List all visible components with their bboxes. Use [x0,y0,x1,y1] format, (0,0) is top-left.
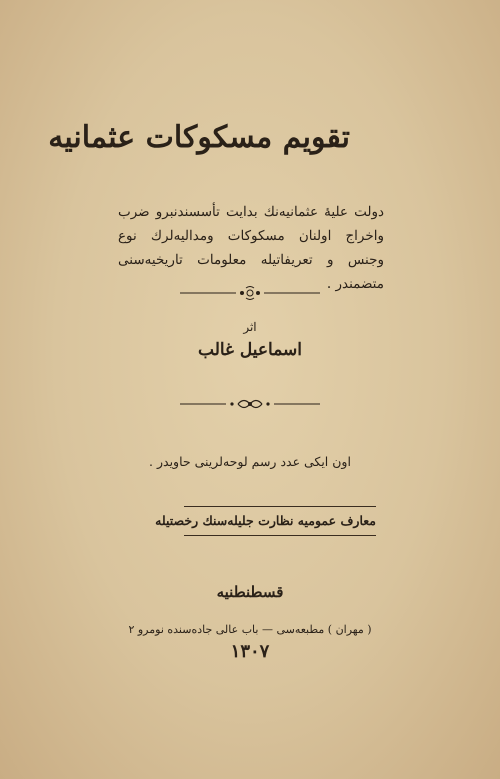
ministry-permission: معارف عمومیه نظارت جلیله‌سنك رخصتیله [155,513,376,528]
ornament-divider-bottom-icon [180,396,320,412]
author-name: اسماعیل غالب [198,340,302,360]
publication-year: ١٣٠٧ [230,641,270,662]
publication-city: قسطنطنیه [216,583,284,601]
book-title: تقویم مسکوکات عثمانیه [48,120,350,155]
press-address: ( مهران ) مطبعه‌سی — باب عالی جاده‌سنده نومرو ٢ [128,623,372,636]
book-description: دولت علیهٔ عثمانیه‌نك بدایت تأسسندنبرو ضرب واخراج اولنان مسکوکات ومدالیه‌لرك نوع وجنس و تعریفاتیله معلومات تاریخیه‌سنی متضمندر . [118,204,384,292]
ministry-rule-top [184,506,376,507]
ministry-rule-bottom [184,535,376,536]
plates-note: اون ایکی عدد رسم لوحه‌لرینی حاویدر . [149,454,351,469]
ornament-divider-top-icon [180,286,320,300]
author-prefix: اثر [243,320,257,334]
